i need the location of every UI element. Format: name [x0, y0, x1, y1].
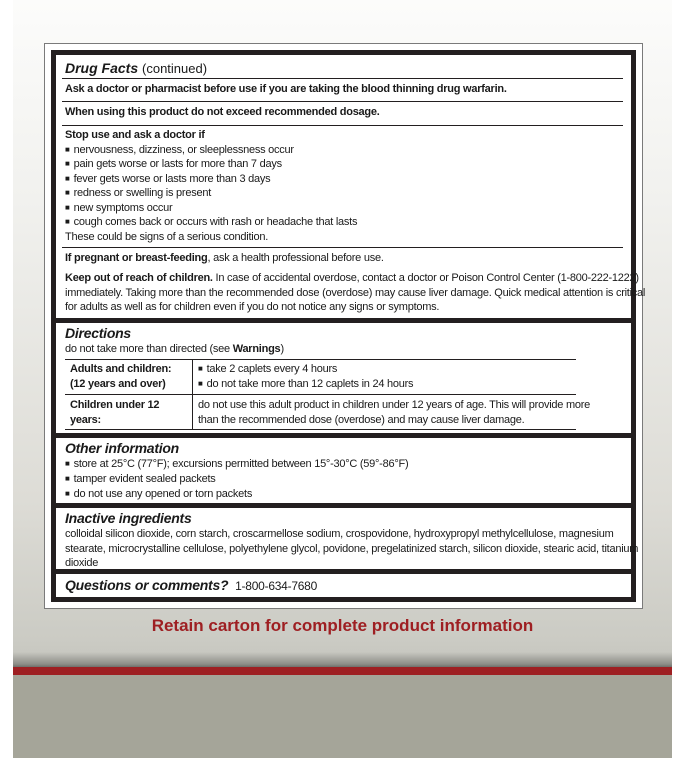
- other-information-section: [56, 438, 631, 503]
- retain-carton-note: Retain carton for complete product information: [151, 616, 534, 635]
- other-info-item: ■ do not use any opened or torn packets: [65, 487, 252, 503]
- stop-use-item: ■ pain gets worse or lasts for more than 7 days: [65, 157, 282, 173]
- stop-use-heading: Stop use and ask a doctor if: [65, 129, 205, 141]
- age-group: years:: [70, 414, 101, 426]
- divider: [62, 125, 623, 126]
- drug-facts-label: [51, 50, 646, 602]
- intro-suffix: ): [280, 343, 284, 355]
- age-group: Children under 12: [70, 399, 160, 411]
- keep-out-bold: Keep out of reach of children.: [65, 272, 213, 284]
- pregnancy-warning: [65, 251, 384, 266]
- intro-prefix: do not take more than directed (see: [65, 343, 233, 355]
- title-continued: (continued): [142, 61, 208, 76]
- age-group: (12 years and over): [70, 378, 166, 390]
- questions-line: [65, 578, 317, 595]
- keep-out-rest: In case of accidental overdose, contact a doctor or Poison Control Center (1-800-222-1222): [212, 272, 639, 284]
- ingredients-line: stearate, microcrystalline cellulose, polyethylene glycol, povidone, pregelatinized starch, silicon dioxide, stearic acid, titanium: [65, 542, 639, 555]
- other-info-item: ■ store at 25°C (77°F); excursions permitted between 15°-30°C (59°-86°F): [65, 457, 408, 473]
- divider: [62, 101, 623, 102]
- stop-use-item: ■ redness or swelling is present: [65, 186, 211, 202]
- dosage-instruction: do not use this adult product in children under 12 years of age. This will provide more: [198, 399, 591, 411]
- drug-facts-title: [65, 60, 207, 76]
- dosage-warning: When using this product do not exceed recommended dosage.: [65, 106, 380, 118]
- directions-table: [65, 359, 591, 429]
- keep-out-line-3: for adults as well as for children even if you do not notice any signs or symptoms.: [65, 301, 440, 313]
- divider: [62, 247, 623, 248]
- dosage-instruction: ■ take 2 caplets every 4 hours: [198, 362, 337, 377]
- table-rule: [65, 429, 576, 430]
- table-rule: [65, 394, 576, 395]
- title-bold: Drug Facts: [65, 60, 139, 76]
- ingredients-line: dioxide: [65, 557, 99, 569]
- ingredients-line: colloidal silicon dioxide, corn starch, croscarmellose sodium, crospovidone, hydroxypropyl methylcellulose, magnesium: [65, 528, 614, 540]
- dosage-instruction: than the recommended dose (overdose) and may cause liver damage.: [198, 414, 525, 426]
- red-accent-band: [13, 667, 672, 675]
- stop-use-item: ■ new symptoms occur: [65, 201, 172, 217]
- intro-bold: Warnings: [232, 343, 281, 355]
- stop-use-item: ■ cough comes back or occurs with rash or headache that lasts: [65, 215, 357, 231]
- table-rule: [65, 359, 576, 360]
- directions-heading: Directions: [65, 325, 131, 341]
- bottom-panel: [13, 675, 672, 758]
- questions-heading: Questions or comments?: [65, 577, 229, 593]
- directions-section: [56, 323, 631, 433]
- other-information-heading: Other information: [65, 440, 179, 456]
- warfarin-warning: Ask a doctor or pharmacist before use if you are taking the blood thinning drug warfarin.: [65, 83, 507, 95]
- questions-section: [56, 574, 631, 597]
- divider: [62, 78, 623, 79]
- pregnancy-rest: , ask a health professional before use.: [207, 252, 384, 264]
- inactive-ingredients-heading: Inactive ingredients: [65, 510, 192, 526]
- inactive-ingredients-section: [56, 508, 639, 569]
- pregnancy-bold: If pregnant or breast-feeding: [65, 252, 208, 264]
- keep-out-line-1: [65, 271, 639, 286]
- age-group: Adults and children:: [70, 363, 172, 375]
- warnings-section: [56, 55, 646, 318]
- questions-phone: 1-800-634-7680: [235, 579, 318, 593]
- stop-use-item: ■ fever gets worse or lasts more than 3 days: [65, 172, 270, 188]
- directions-intro: [65, 342, 284, 357]
- stop-use-item: ■ nervousness, dizziness, or sleeplessness occur: [65, 143, 294, 159]
- keep-out-line-2: immediately. Taking more than the recommended dose (overdose) may cause liver damage. Quick medical attention is critical: [65, 286, 646, 299]
- dosage-instruction: ■ do not take more than 12 caplets in 24 hours: [198, 377, 413, 392]
- serious-condition-note: These could be signs of a serious condition.: [65, 230, 269, 243]
- other-info-item: ■ tamper evident sealed packets: [65, 472, 216, 488]
